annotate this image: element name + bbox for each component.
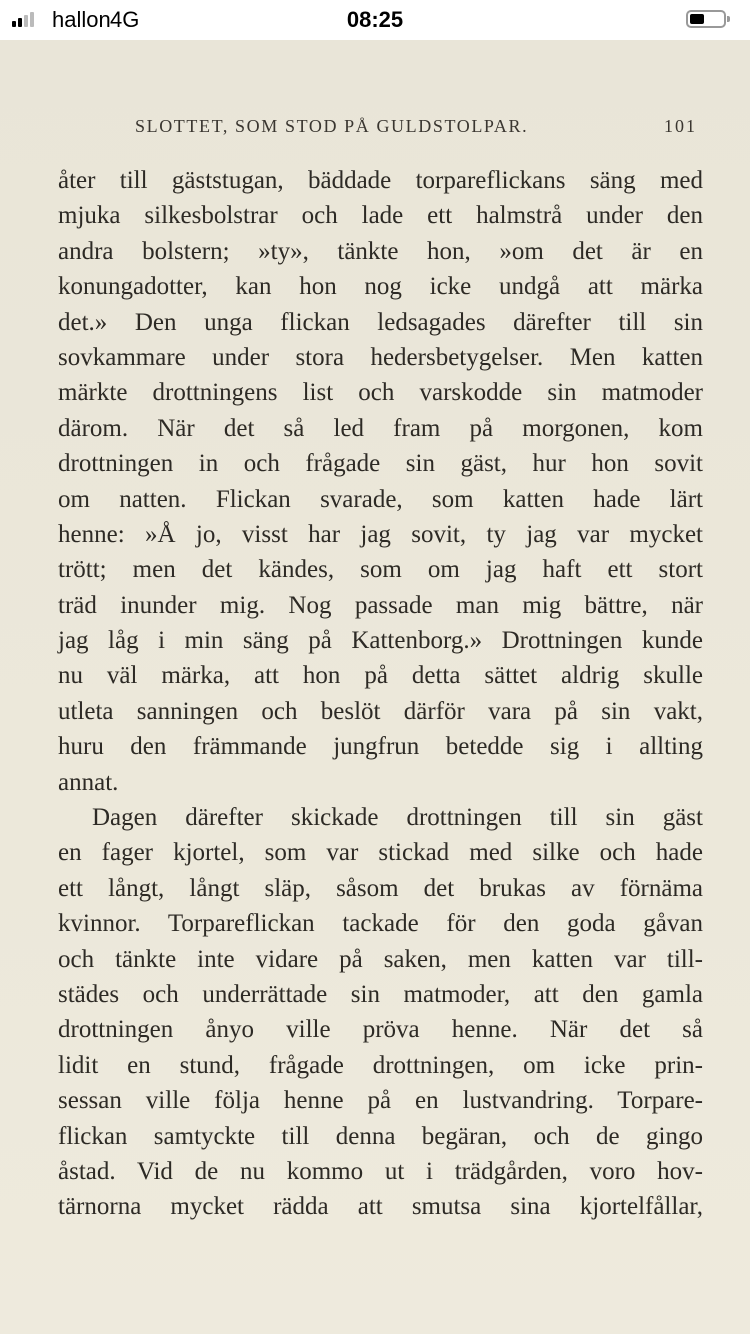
text-line: trött; men det kändes, som om jag haft ett stort [58,556,703,584]
network-type: 4G [110,7,140,32]
text-line: henne: »Å jo, visst har jag sovit, ty jag var mycket [58,520,703,548]
text-line: utleta sanningen och beslöt därför vara på sin vakt, [58,697,703,725]
status-bar [0,0,750,40]
page-body-text [58,163,703,1225]
clock: 08:25 [346,7,404,32]
text-line: annat. [58,768,119,796]
text-line: jag låg i min säng på Kattenborg.» Drottningen kunde [58,627,703,655]
text-line: huru den främmande jungfrun betedde sig i allting [58,733,703,761]
text-line: en fager kjortel, som var stickad med silke och hade [58,839,703,867]
text-line: flickan samtyckte till denna begäran, och de gingo [58,1122,703,1150]
text-line: konungadotter, kan hon nog icke undgå att märka [58,273,703,301]
text-line: det.» Den unga flickan ledsagades därefter till sin [58,308,703,336]
text-line: tärnorna mycket rädda att smutsa sina kjortelfållar, [58,1193,703,1221]
text-line: sovkammare under stora hedersbetygelser. Men katten [58,343,703,371]
text-line: drottningen ånyo ville pröva henne. När det så [58,1016,703,1044]
text-line: lidit en stund, frågade drottningen, om icke prin- [58,1051,703,1079]
battery-icon [686,10,726,28]
text-line: träd inunder mig. Nog passade man mig bättre, när [58,591,703,619]
text-line: Dagen därefter skickade drottningen till sin gäst [92,804,703,832]
running-head: SLOTTET, SOM STOD PÅ GULDSTOLPAR. [135,116,529,136]
text-line: drottningen in och frågade sin gäst, hur hon sovit [58,450,703,478]
page-number: 101 [664,116,697,136]
text-line: åstad. Vid de nu kommo ut i trädgården, voro hov- [58,1157,703,1185]
text-line: åter till gäststugan, bäddade torpareflickans säng med [58,167,703,194]
book-page[interactable] [0,40,750,1334]
text-line: städes och underrättade sin matmoder, att den gamla [58,980,703,1008]
text-line: nu väl märka, att hon på detta sättet aldrig skulle [58,662,703,690]
text-line: därom. När det så led fram på morgonen, kom [58,414,703,442]
text-line: andra bolstern; »ty», tänkte hon, »om det är en [58,237,703,265]
carrier-name: hallon [52,7,111,32]
text-line: märkte drottningens list och varskodde sin matmoder [58,379,703,407]
text-line: ett långt, långt släp, såsom det brukas av förnäma [58,874,703,902]
text-line: om natten. Flickan svarade, som katten hade lärt [58,485,703,513]
text-line: och tänkte inte vidare på saken, men katten var till- [58,945,703,973]
text-line: mjuka silkesbolstrar och lade ett halmstrå under den [58,202,703,230]
text-line: sessan ville följa henne på en lustvandring. Torpare- [58,1087,703,1115]
text-line: kvinnor. Torpareflickan tackade för den goda gåvan [58,910,703,938]
